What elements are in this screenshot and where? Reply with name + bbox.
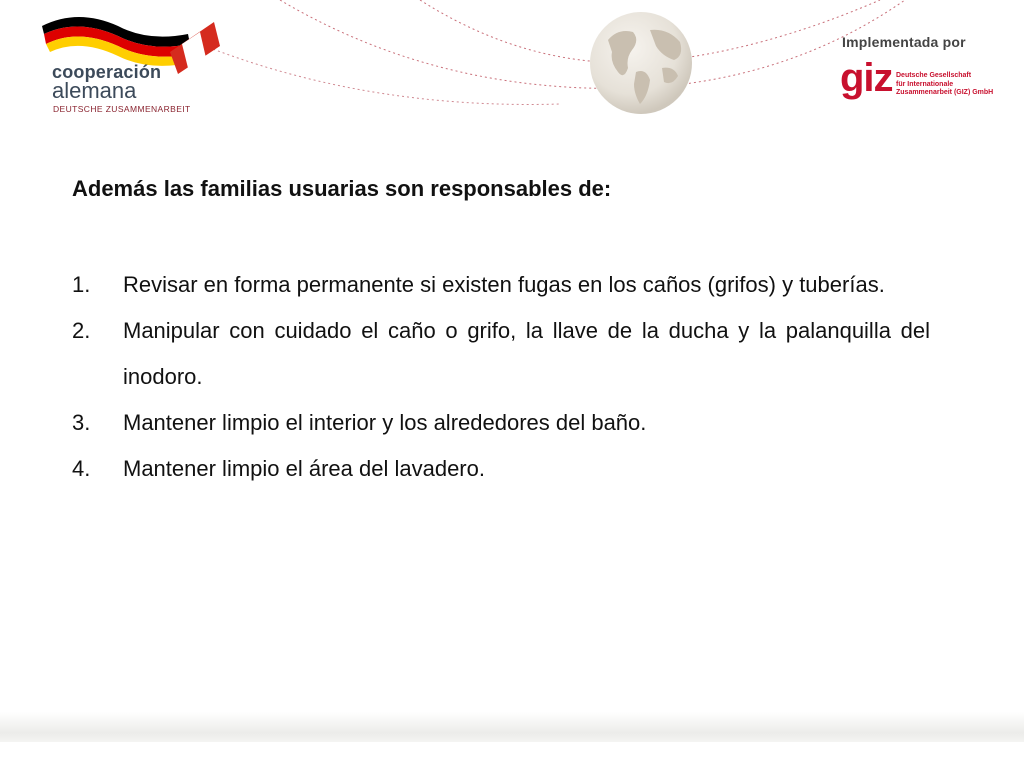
giz-description (896, 72, 993, 98)
list-item (72, 446, 930, 492)
list-item (72, 400, 930, 446)
giz-desc-line2: für Internationale (896, 80, 954, 88)
list-item-text: Revisar en forma permanente si existen fugas en los caños (grifos) y tuberías. (123, 272, 885, 297)
cooperacion-alemana-logo (38, 12, 228, 122)
logo-text-deutsche-zusammenarbeit: DEUTSCHE ZUSAMMENARBEIT (53, 104, 191, 114)
logo-text-alemana: alemana (52, 78, 137, 103)
list-item (72, 262, 930, 308)
implemented-by-label: Implementada por (842, 34, 966, 50)
giz-wordmark: giz (840, 56, 893, 100)
globe-icon (588, 10, 694, 116)
responsibilities-list (72, 262, 930, 492)
logo-text-cooperacion: cooperación (52, 62, 162, 82)
list-item-number: 4. (72, 456, 91, 481)
list-item-number: 2. (72, 318, 91, 343)
list-item-text: Mantener limpio el área del lavadero. (123, 456, 485, 481)
bottom-fade-band (0, 712, 1024, 742)
content-heading: Además las familias usuarias son responsables de: (72, 176, 612, 201)
giz-desc-line1: Deutsche Gesellschaft (896, 72, 972, 79)
list-item-text: Manipular con cuidado el caño o grifo, la llave de la ducha y la palanquilla del inodoro. (123, 318, 930, 389)
list-item-text: Mantener limpio el interior y los alrededores del baño. (123, 410, 647, 435)
list-item-number: 3. (72, 410, 91, 435)
giz-desc-line3: Zusammenarbeit (GIZ) GmbH (896, 89, 994, 96)
list-item-number: 1. (72, 272, 91, 297)
list-item (72, 308, 930, 400)
giz-logo (838, 30, 1008, 110)
